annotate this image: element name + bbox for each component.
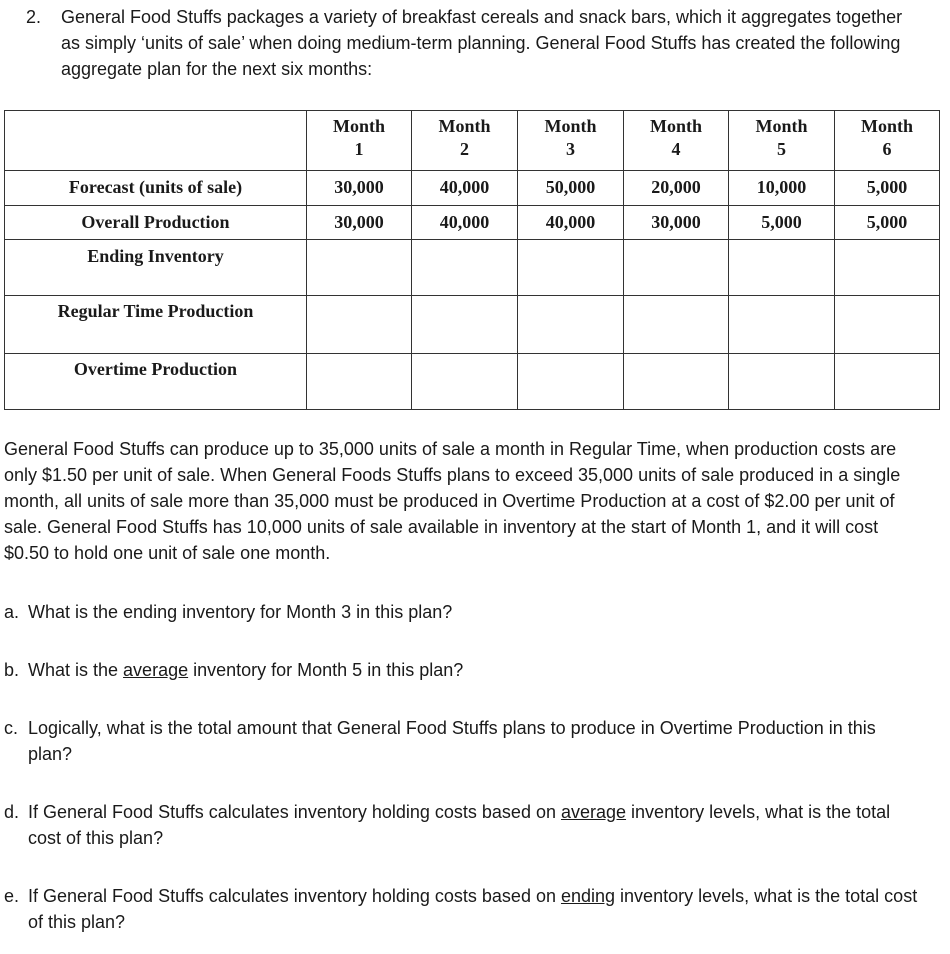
table-row	[5, 296, 940, 354]
table-cell	[835, 354, 940, 410]
row-label: Regular Time Production	[5, 296, 307, 354]
problem-paragraph: General Food Stuffs can produce up to 35,000 units of sale a month in Regular Time, when production costs are only $1.50 per unit of sale. When General Foods Stuffs plans to exceed 35,000 units of sale produced in a single month, all units of sale more than 35,000 must be produced in Overtime Production at a cost of $2.00 per unit of sale. General Food Stuffs has 10,000 units of sale available in inventory at the start of Month 1, and it will cost $0.50 to hold one unit of sale one month.	[4, 439, 901, 563]
month-header: Month 1	[307, 111, 412, 171]
month-header: Month 4	[624, 111, 729, 171]
row-label: Overall Production	[5, 206, 307, 240]
table-cell	[624, 296, 729, 354]
row-label: Overtime Production	[5, 354, 307, 410]
table-cell	[729, 354, 835, 410]
question-c	[4, 715, 924, 771]
question-intro: General Food Stuffs packages a variety of breakfast cereals and snack bars, which it aggregates together as simply ‘units of sale’ when doing medium-term planning. General Food Stuffs has created the following aggregate plan for the next six months:	[61, 7, 903, 79]
table-cell: 5,000	[835, 206, 940, 240]
table-corner-cell	[5, 111, 307, 171]
question-number: 2.	[26, 7, 42, 27]
table-cell: 40,000	[412, 171, 518, 206]
table-cell: 10,000	[729, 171, 835, 206]
table-row	[5, 206, 940, 240]
table-cell: 40,000	[412, 206, 518, 240]
table-cell: 50,000	[518, 171, 624, 206]
aggregate-plan-table	[4, 110, 940, 410]
table-cell	[307, 354, 412, 410]
table-cell	[518, 240, 624, 296]
table-cell: 5,000	[729, 206, 835, 240]
table-cell: 20,000	[624, 171, 729, 206]
table-cell	[518, 354, 624, 410]
table-cell	[729, 240, 835, 296]
question-text: What is the average inventory for Month 5 in this plan?	[28, 660, 464, 680]
question-letter: e.	[4, 886, 20, 906]
question-text: If General Food Stuffs calculates inventory holding costs based on ending inventory levels, what is the total cost of this plan?	[28, 886, 918, 932]
table-cell: 5,000	[835, 171, 940, 206]
question-letter: c.	[4, 718, 19, 738]
table-cell: 30,000	[624, 206, 729, 240]
table-cell	[307, 296, 412, 354]
question-text: What is the ending inventory for Month 3 in this plan?	[28, 602, 453, 622]
table-row	[5, 354, 940, 410]
table-row	[5, 171, 940, 206]
month-header: Month 3	[518, 111, 624, 171]
table-cell: 40,000	[518, 206, 624, 240]
month-header: Month 6	[835, 111, 940, 171]
table-cell	[412, 240, 518, 296]
table-cell	[307, 240, 412, 296]
table-cell	[729, 296, 835, 354]
table-header-row	[5, 111, 940, 171]
question-letter: a.	[4, 602, 20, 622]
table-cell	[518, 296, 624, 354]
table-row	[5, 240, 940, 296]
question-a	[4, 599, 924, 629]
table-cell	[412, 296, 518, 354]
question-text: If General Food Stuffs calculates inventory holding costs based on average inventory levels, what is the total cost of this plan?	[28, 802, 891, 848]
row-label: Forecast (units of sale)	[5, 171, 307, 206]
table-cell	[624, 240, 729, 296]
row-label: Ending Inventory	[5, 240, 307, 296]
table-cell	[412, 354, 518, 410]
question-b	[4, 657, 924, 687]
month-header: Month 5	[729, 111, 835, 171]
question-text: Logically, what is the total amount that General Food Stuffs plans to produce in Overtime Production in this plan?	[28, 718, 876, 764]
question-letter: d.	[4, 802, 20, 822]
month-header: Month 2	[412, 111, 518, 171]
table-cell	[835, 240, 940, 296]
table-cell: 30,000	[307, 171, 412, 206]
question-e	[4, 883, 924, 939]
question-letter: b.	[4, 660, 20, 680]
table-cell	[835, 296, 940, 354]
table-cell: 30,000	[307, 206, 412, 240]
table-cell	[624, 354, 729, 410]
question-d	[4, 799, 924, 855]
